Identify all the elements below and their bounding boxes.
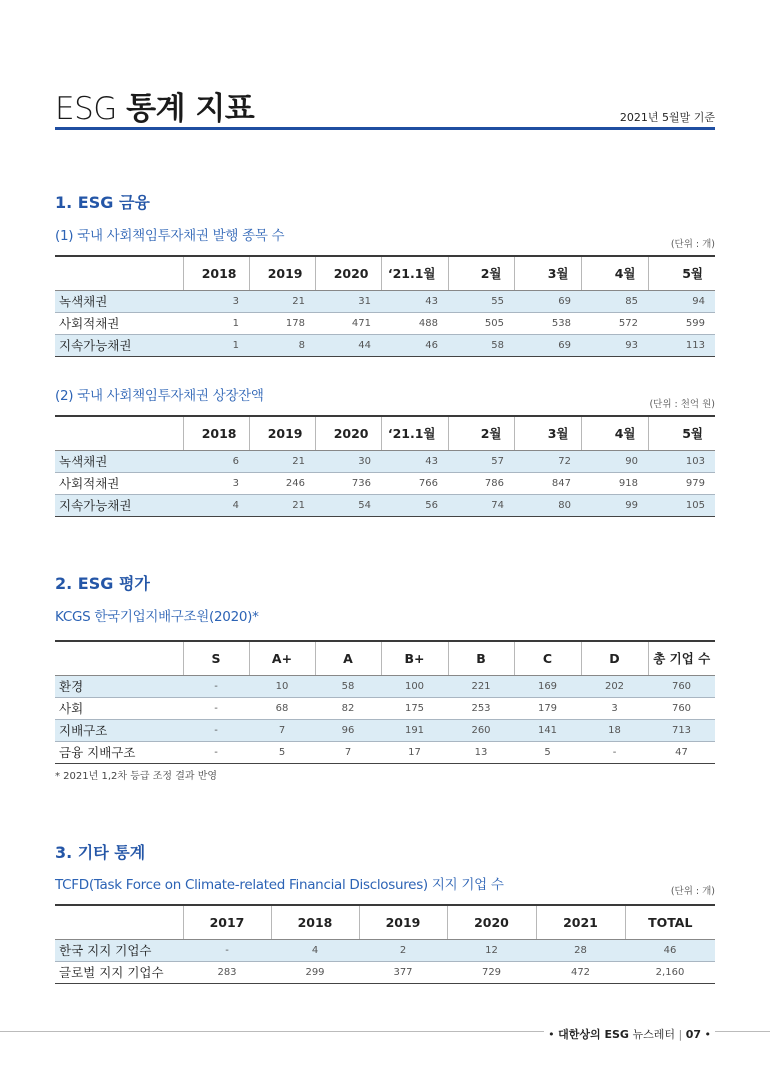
table-cell: 572 [581, 312, 648, 334]
page-title-latin: ESG [55, 91, 117, 127]
table-subtitle-tcfd: TCFD(Task Force on Climate-related Financial Disclosures) 지지 기업 수 [55, 877, 504, 893]
column-header: 2018 [183, 256, 249, 290]
row-label: 사회적채권 [55, 472, 183, 494]
table-cell: 5 [249, 741, 315, 763]
table-cell: 766 [381, 472, 448, 494]
table-cell: - [183, 719, 249, 741]
page-title-korean: 통계 지표 [126, 91, 255, 127]
column-header [55, 905, 183, 939]
row-label: 글로벌 지지 기업수 [55, 961, 183, 983]
table-cell: 13 [448, 741, 514, 763]
column-header: 2021 [536, 905, 625, 939]
column-header: 4월 [581, 416, 648, 450]
table-cell: 69 [514, 290, 581, 312]
table-header-row [55, 256, 715, 290]
column-header: 2월 [448, 256, 514, 290]
table-cell: 260 [448, 719, 514, 741]
table-cell: 2 [359, 939, 447, 961]
table-cell: - [183, 697, 249, 719]
table-cell: 221 [448, 675, 514, 697]
table-cell: 30 [315, 450, 381, 472]
row-label: 지속가능채권 [55, 334, 183, 356]
table-cell: 43 [381, 450, 448, 472]
column-header: ‘21.1월 [381, 416, 448, 450]
table-cell: 10 [249, 675, 315, 697]
table-cell: - [581, 741, 648, 763]
column-header [55, 256, 183, 290]
table-cell: 12 [447, 939, 536, 961]
table-cell: 90 [581, 450, 648, 472]
table-cell: 47 [648, 741, 715, 763]
row-label: 지배구조 [55, 719, 183, 741]
table-cell: 538 [514, 312, 581, 334]
row-label: 한국 지지 기업수 [55, 939, 183, 961]
table-header-row [55, 416, 715, 450]
table-cell: - [183, 741, 249, 763]
page-title [55, 83, 254, 128]
footer-label: 뉴스레터 [632, 1028, 675, 1041]
table-row [55, 939, 715, 961]
table-cell: 472 [536, 961, 625, 983]
section-title-esg-rating: 2. ESG 평가 [55, 574, 150, 593]
column-header: A [315, 641, 381, 675]
table-cell: 72 [514, 450, 581, 472]
table-row [55, 450, 715, 472]
row-label: 금융 지배구조 [55, 741, 183, 763]
section-title-esg-finance: 1. ESG 금융 [55, 193, 150, 212]
table-cell: 94 [648, 290, 715, 312]
table-row [55, 741, 715, 763]
table-cell: 1 [183, 312, 249, 334]
table-cell: - [183, 675, 249, 697]
table-cell: 28 [536, 939, 625, 961]
table-cell: 3 [581, 697, 648, 719]
table-cell: 43 [381, 290, 448, 312]
table-cell: 246 [249, 472, 315, 494]
table-subtitle-kcgs: KCGS 한국기업지배구조원(2020)* [55, 609, 259, 625]
column-header: C [514, 641, 581, 675]
table-cell: - [183, 939, 271, 961]
bullet-icon: • [548, 1028, 555, 1041]
column-header: 2019 [359, 905, 447, 939]
table-cell: 505 [448, 312, 514, 334]
table-cell: 113 [648, 334, 715, 356]
column-header [55, 416, 183, 450]
table-row [55, 675, 715, 697]
kcgs-rating-table [55, 640, 715, 764]
table-cell: 96 [315, 719, 381, 741]
column-header: 2019 [249, 256, 315, 290]
rating-footnote: * 2021년 1,2차 등급 조정 결과 반영 [55, 771, 218, 782]
row-label: 녹색채권 [55, 450, 183, 472]
table-cell: 3 [183, 290, 249, 312]
unit-note: (단위 : 개) [670, 886, 715, 897]
table-cell: 105 [648, 494, 715, 516]
table-cell: 979 [648, 472, 715, 494]
column-header: 총 기업 수 [648, 641, 715, 675]
table-cell: 99 [581, 494, 648, 516]
column-header: 4월 [581, 256, 648, 290]
table-row [55, 472, 715, 494]
column-header: A+ [249, 641, 315, 675]
table-cell: 202 [581, 675, 648, 697]
tcfd-support-table [55, 904, 715, 984]
table-cell: 46 [625, 939, 715, 961]
table-cell: 847 [514, 472, 581, 494]
row-label: 녹색채권 [55, 290, 183, 312]
row-label: 환경 [55, 675, 183, 697]
table-cell: 178 [249, 312, 315, 334]
table-cell: 44 [315, 334, 381, 356]
table-cell: 253 [448, 697, 514, 719]
separator-icon: | [678, 1028, 683, 1041]
table-cell: 21 [249, 450, 315, 472]
table-cell: 191 [381, 719, 448, 741]
table-cell: 729 [447, 961, 536, 983]
table-cell: 21 [249, 290, 315, 312]
column-header: D [581, 641, 648, 675]
column-header: B+ [381, 641, 448, 675]
table-subtitle-bond-issuance: (1) 국내 사회책임투자채권 발행 종목 수 [55, 228, 285, 244]
table-cell: 74 [448, 494, 514, 516]
table-cell: 471 [315, 312, 381, 334]
row-label: 사회적채권 [55, 312, 183, 334]
table-cell: 46 [381, 334, 448, 356]
table-cell: 283 [183, 961, 271, 983]
table-cell: 377 [359, 961, 447, 983]
table-row [55, 312, 715, 334]
row-label: 지속가능채권 [55, 494, 183, 516]
table-cell: 55 [448, 290, 514, 312]
table-cell: 31 [315, 290, 381, 312]
table-row [55, 697, 715, 719]
table-cell: 713 [648, 719, 715, 741]
table-cell: 5 [514, 741, 581, 763]
table-cell: 4 [271, 939, 359, 961]
unit-note: (단위 : 천억 원) [649, 399, 715, 410]
table-header-row [55, 905, 715, 939]
table-cell: 18 [581, 719, 648, 741]
column-header: S [183, 641, 249, 675]
table-row [55, 334, 715, 356]
table-cell: 175 [381, 697, 448, 719]
column-header: 5월 [648, 256, 715, 290]
column-header: 2월 [448, 416, 514, 450]
table-row [55, 719, 715, 741]
column-header: 2018 [183, 416, 249, 450]
table-cell: 1 [183, 334, 249, 356]
page-footer [544, 1026, 715, 1042]
date-note: 2021년 5월말 기준 [619, 111, 715, 124]
column-header: 2018 [271, 905, 359, 939]
table-cell: 918 [581, 472, 648, 494]
column-header: 2020 [315, 256, 381, 290]
table-cell: 57 [448, 450, 514, 472]
table-cell: 85 [581, 290, 648, 312]
table-cell: 7 [315, 741, 381, 763]
column-header: 2020 [447, 905, 536, 939]
table-cell: 17 [381, 741, 448, 763]
table-cell: 488 [381, 312, 448, 334]
table-cell: 760 [648, 675, 715, 697]
table-subtitle-listed-balance: (2) 국내 사회책임투자채권 상장잔액 [55, 388, 264, 404]
bond-issuance-table [55, 255, 715, 357]
title-divider [55, 127, 715, 130]
table-cell: 2,160 [625, 961, 715, 983]
table-cell: 82 [315, 697, 381, 719]
column-header: TOTAL [625, 905, 715, 939]
table-cell: 599 [648, 312, 715, 334]
table-cell: 58 [315, 675, 381, 697]
table-cell: 760 [648, 697, 715, 719]
table-cell: 6 [183, 450, 249, 472]
row-label: 사회 [55, 697, 183, 719]
table-cell: 69 [514, 334, 581, 356]
table-row [55, 961, 715, 983]
bullet-icon: • [704, 1028, 711, 1041]
table-cell: 8 [249, 334, 315, 356]
table-cell: 299 [271, 961, 359, 983]
table-cell: 169 [514, 675, 581, 697]
column-header: 2019 [249, 416, 315, 450]
column-header: 3월 [514, 256, 581, 290]
table-cell: 103 [648, 450, 715, 472]
unit-note: (단위 : 개) [670, 239, 715, 250]
column-header: 3월 [514, 416, 581, 450]
table-row [55, 494, 715, 516]
table-cell: 54 [315, 494, 381, 516]
table-cell: 80 [514, 494, 581, 516]
table-cell: 58 [448, 334, 514, 356]
listed-balance-table [55, 415, 715, 517]
column-header: 2017 [183, 905, 271, 939]
table-cell: 21 [249, 494, 315, 516]
table-cell: 3 [183, 472, 249, 494]
column-header: B [448, 641, 514, 675]
table-cell: 7 [249, 719, 315, 741]
section-title-other-stats: 3. 기타 통계 [55, 843, 146, 862]
column-header [55, 641, 183, 675]
table-cell: 786 [448, 472, 514, 494]
table-cell: 179 [514, 697, 581, 719]
column-header: ‘21.1월 [381, 256, 448, 290]
column-header: 2020 [315, 416, 381, 450]
table-header-row [55, 641, 715, 675]
table-cell: 68 [249, 697, 315, 719]
column-header: 5월 [648, 416, 715, 450]
footer-brand: 대한상의 ESG [558, 1028, 629, 1041]
table-cell: 56 [381, 494, 448, 516]
table-cell: 100 [381, 675, 448, 697]
table-cell: 141 [514, 719, 581, 741]
page-number: 07 [685, 1028, 701, 1041]
table-row [55, 290, 715, 312]
table-cell: 736 [315, 472, 381, 494]
table-cell: 4 [183, 494, 249, 516]
table-cell: 93 [581, 334, 648, 356]
